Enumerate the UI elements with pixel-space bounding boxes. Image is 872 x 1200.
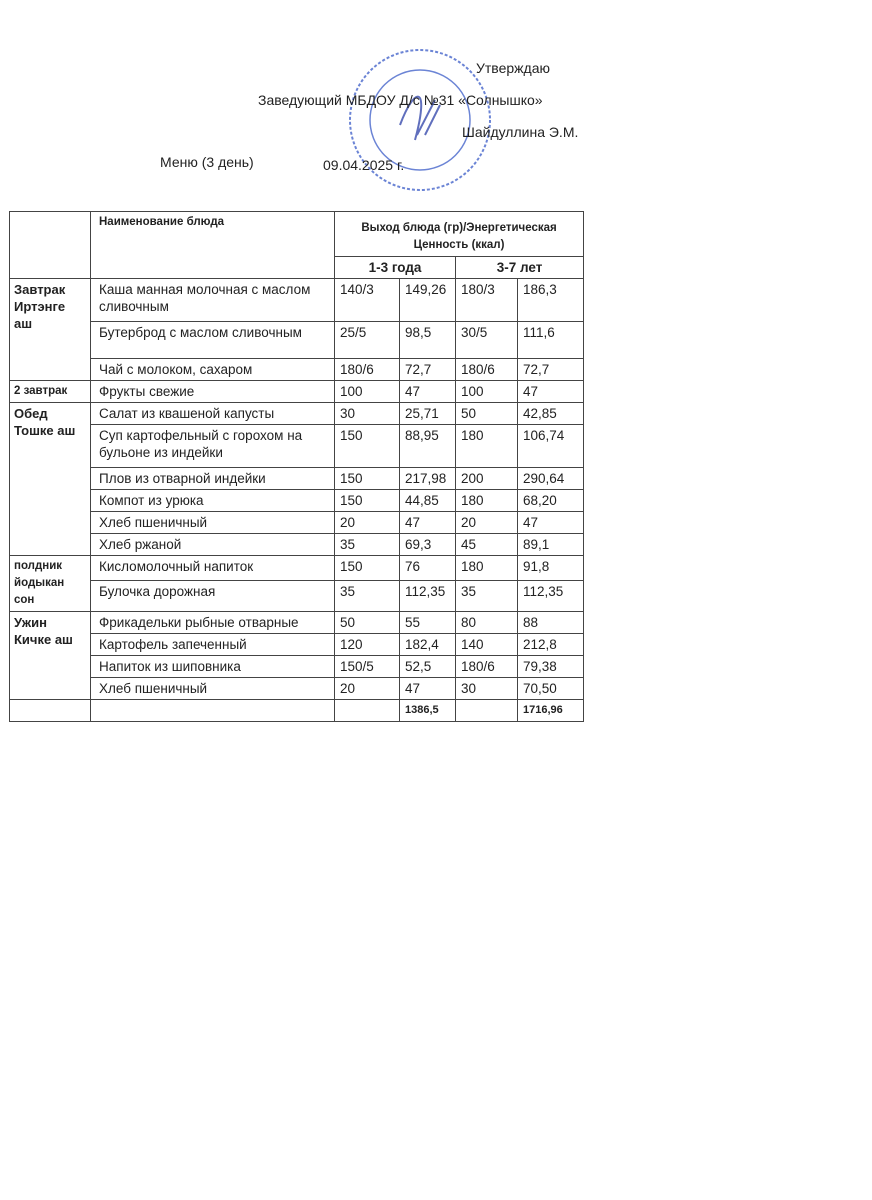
dish-name: Фрикадельки рыбные отварные	[91, 612, 335, 634]
kcal-1-3: 98,5	[400, 322, 456, 359]
total-3-7: 1716,96	[518, 700, 584, 722]
dish-name: Салат из квашеной капусты	[91, 403, 335, 425]
portion-3-7: 35	[456, 581, 518, 612]
kcal-1-3: 217,98	[400, 468, 456, 490]
portion-1-3: 150	[335, 490, 400, 512]
portion-1-3: 100	[335, 381, 400, 403]
dish-name: Хлеб пшеничный	[91, 678, 335, 700]
portion-3-7: 180/3	[456, 279, 518, 322]
kcal-3-7: 70,50	[518, 678, 584, 700]
kcal-1-3: 88,95	[400, 425, 456, 468]
portion-3-7: 50	[456, 403, 518, 425]
table-row	[10, 468, 584, 490]
kcal-1-3: 52,5	[400, 656, 456, 678]
portion-1-3: 35	[335, 581, 400, 612]
dish-name: Каша манная молочная с маслом сливочным	[91, 279, 335, 322]
kcal-3-7: 91,8	[518, 556, 584, 581]
table-row	[10, 556, 584, 581]
portion-1-3: 150	[335, 556, 400, 581]
meal-name: Завтрак Иртэнге аш	[10, 279, 91, 381]
portion-1-3: 120	[335, 634, 400, 656]
portion-3-7: 45	[456, 534, 518, 556]
meal-name: Ужин Кичке аш	[10, 612, 91, 700]
table-row	[10, 581, 584, 612]
dish-name: Суп картофельный с горохом на бульоне из индейки	[91, 425, 335, 468]
dish-name: Бутерброд с маслом сливочным	[91, 322, 335, 359]
kcal-3-7: 88	[518, 612, 584, 634]
table-row	[10, 656, 584, 678]
kcal-1-3: 149,26	[400, 279, 456, 322]
kcal-1-3: 44,85	[400, 490, 456, 512]
portion-3-7: 180/6	[456, 359, 518, 381]
table-row	[10, 534, 584, 556]
portion-1-3: 30	[335, 403, 400, 425]
dish-name: Фрукты свежие	[91, 381, 335, 403]
age-1-3-header: 1-3 года	[335, 257, 456, 279]
portion-1-3: 150	[335, 425, 400, 468]
kcal-3-7: 47	[518, 512, 584, 534]
position-label: Заведующий МБДОУ Д/с №31 «Солнышко»	[258, 92, 543, 108]
portion-1-3: 150	[335, 468, 400, 490]
portion-1-3: 20	[335, 678, 400, 700]
kcal-3-7: 89,1	[518, 534, 584, 556]
age-3-7-header: 3-7 лет	[456, 257, 584, 279]
dish-name: Булочка дорожная	[91, 581, 335, 612]
dish-name: Хлеб ржаной	[91, 534, 335, 556]
portion-1-3: 150/5	[335, 656, 400, 678]
dish-name: Напиток из шиповника	[91, 656, 335, 678]
table-row	[10, 612, 584, 634]
kcal-1-3: 69,3	[400, 534, 456, 556]
portion-3-7: 180/6	[456, 656, 518, 678]
portion-3-7: 180	[456, 556, 518, 581]
portion-3-7: 180	[456, 490, 518, 512]
col-dish-header: Наименование блюда	[91, 212, 335, 279]
approve-label: Утверждаю	[476, 60, 550, 76]
menu-table	[9, 211, 584, 722]
kcal-3-7: 212,8	[518, 634, 584, 656]
meal-name: 2 завтрак	[10, 381, 91, 403]
kcal-3-7: 79,38	[518, 656, 584, 678]
kcal-1-3: 55	[400, 612, 456, 634]
table-row	[10, 512, 584, 534]
kcal-3-7: 186,3	[518, 279, 584, 322]
dish-name: Хлеб пшеничный	[91, 512, 335, 534]
kcal-3-7: 106,74	[518, 425, 584, 468]
kcal-1-3: 47	[400, 678, 456, 700]
total-row	[10, 700, 584, 722]
dish-name: Компот из урюка	[91, 490, 335, 512]
dish-name: Чай с молоком, сахаром	[91, 359, 335, 381]
table-row	[10, 359, 584, 381]
portion-3-7: 200	[456, 468, 518, 490]
kcal-3-7: 290,64	[518, 468, 584, 490]
menu-title: Меню (3 день)	[160, 154, 254, 170]
kcal-3-7: 68,20	[518, 490, 584, 512]
table-row	[10, 634, 584, 656]
table-row	[10, 322, 584, 359]
table-row	[10, 403, 584, 425]
table-row	[10, 279, 584, 322]
table-row	[10, 490, 584, 512]
portion-1-3: 35	[335, 534, 400, 556]
portion-3-7: 80	[456, 612, 518, 634]
kcal-3-7: 42,85	[518, 403, 584, 425]
meal-name: Обед Тошке аш	[10, 403, 91, 556]
meal-name: полдник йодыкан сон	[10, 556, 91, 612]
portion-3-7: 30/5	[456, 322, 518, 359]
portion-3-7: 180	[456, 425, 518, 468]
portion-3-7: 140	[456, 634, 518, 656]
kcal-3-7: 47	[518, 381, 584, 403]
table-row	[10, 425, 584, 468]
portion-3-7: 30	[456, 678, 518, 700]
dish-name: Плов из отварной индейки	[91, 468, 335, 490]
kcal-1-3: 25,71	[400, 403, 456, 425]
table-row	[10, 381, 584, 403]
kcal-1-3: 72,7	[400, 359, 456, 381]
portion-3-7: 100	[456, 381, 518, 403]
portion-1-3: 180/6	[335, 359, 400, 381]
portion-1-3: 140/3	[335, 279, 400, 322]
portion-1-3: 25/5	[335, 322, 400, 359]
kcal-3-7: 72,7	[518, 359, 584, 381]
total-1-3: 1386,5	[400, 700, 456, 722]
kcal-3-7: 112,35	[518, 581, 584, 612]
kcal-1-3: 76	[400, 556, 456, 581]
kcal-1-3: 112,35	[400, 581, 456, 612]
signatory-name: Шайдуллина Э.М.	[462, 124, 579, 140]
portion-3-7: 20	[456, 512, 518, 534]
kcal-1-3: 182,4	[400, 634, 456, 656]
portion-1-3: 20	[335, 512, 400, 534]
kcal-3-7: 111,6	[518, 322, 584, 359]
portion-1-3: 50	[335, 612, 400, 634]
dish-name: Кисломолочный напиток	[91, 556, 335, 581]
col-output-header: Выход блюда (гр)/Энергетическая Ценность (ккал)	[335, 212, 584, 257]
dish-name: Картофель запеченный	[91, 634, 335, 656]
table-row	[10, 678, 584, 700]
kcal-1-3: 47	[400, 381, 456, 403]
menu-date: 09.04.2025 г.	[323, 157, 405, 173]
kcal-1-3: 47	[400, 512, 456, 534]
